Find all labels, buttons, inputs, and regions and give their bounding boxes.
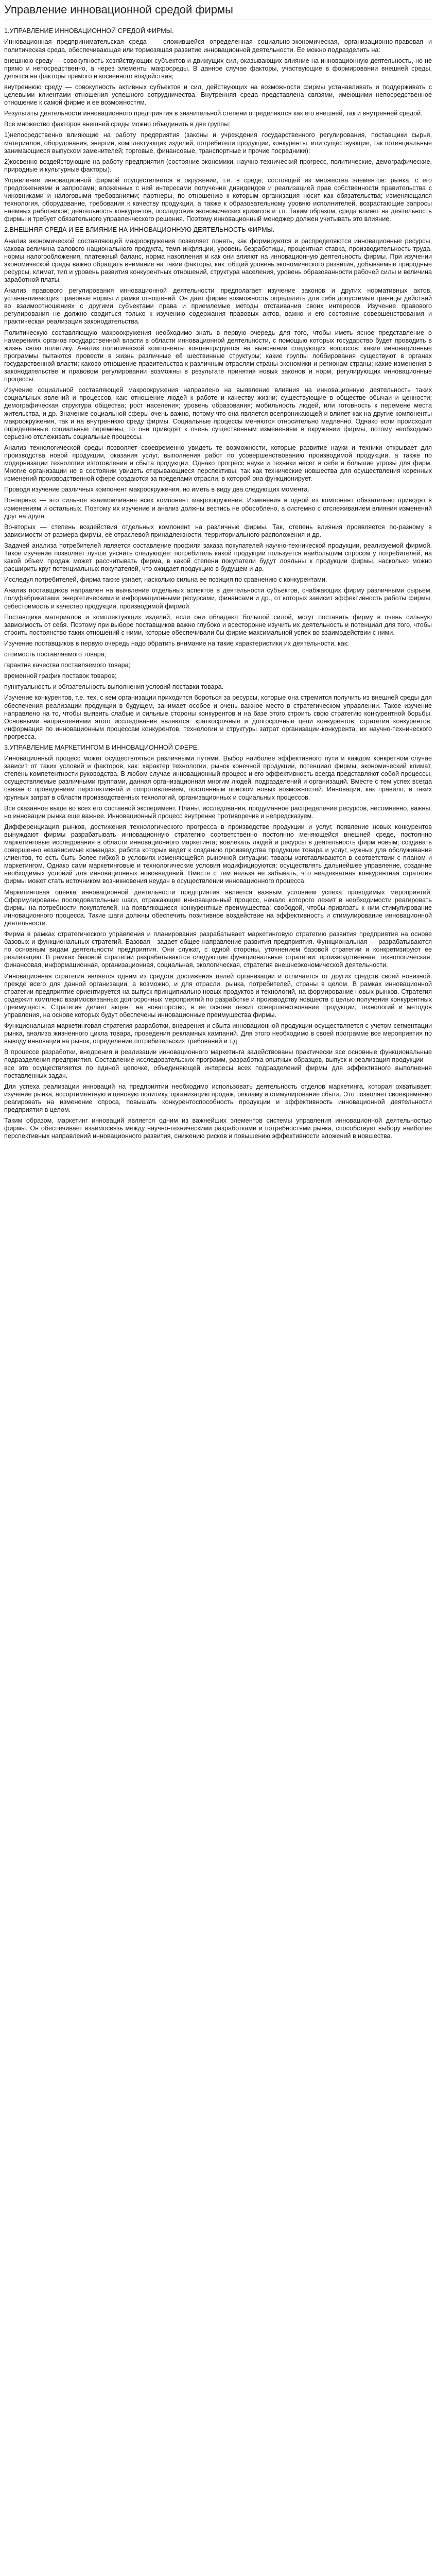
paragraph: В процессе разработки, внедрения и реализации инновационного маркетинга задействованы практически все основные функциональные подразделения предприятия. Составление исследовательских программ, разработка опытных образцов, выпуск и реализация продукции — все это осуществляется по единой цепочке, объединяющей интересы всех подразделений фирмы для эффективного выполнения поставленных задач.	[4, 1048, 432, 1079]
paragraph: Дифференциация рынков, достижения технологического прогресса в производстве продукции и услуг, появление новых конкурентов вынуждают фирмы разрабатывать инновационную стратегию соответственно постоянно меняющейся внешней среде, постоянно маркетинговые исследования в области инновационного маркетинга; вовлекать людей и ресурсы в деятельность фирм новым; создавать совершенно независимые командах, работа которых ведет к созданию производства продукции товара и услуг, нужных для обслуживания клиентов, то есть быть более гибкой в условиях изменяющейся рыночной ситуации: товары изготавливаются в соответствии с планом и маркетингом. Однако сами маркетинговые и технологические условия модифицируются; осуществлять дальнейшее управление, создание необходимых условий для инновационных нововведений. Вместе с тем нельзя не забывать, что неадекватная конкурентная стратегия фирмы может стать источником возникновения неудач в осуществлении инновационного процесса.	[4, 823, 432, 885]
paragraph: 1)непосредственно влияющие на работу предприятия (законы и учреждения государственного регулирования, поставщики сырья, материалов, оборудования, энергии, комплектующих изделий, потребители продукции, конкуренты, или существующие, так потенциальные занимающиеся выпуском заменителей; торговые, финансовые, транспортные и прочие посредники);	[4, 131, 432, 155]
paragraph: Анализ экономической составляющей макроокружения позволяет понять, как формируются и распределяются инновационные ресурсы, какова величина валового национального продукта, темп инфляции, уровень безработицы, процентная ставка, производительность труда, нормы налогообложения, платежный баланс, норма накопления и как они влияют на инновационную деятельность фирмы. При изучении экономической среды важно обращать внимание на такие факторы, как: общий уровень экономического развития, добываемые природные ресурсы, климат, тип и уровень развития конкурентных отношений, структура населения, уровень образованности рабочей силы и величина заработной платы.	[4, 237, 432, 284]
paragraph: стоимость поставляемого товара;	[4, 651, 107, 658]
paragraph: Изучение поставщиков в первую очередь надо обратить внимание на такие характеристики их деятельности, как:	[4, 639, 349, 647]
paragraph: Политическую составляющую макроокружения необходимо знать в первую очередь для того, чтобы иметь ясное представление о намерениях органов государственной власти в области инновационной деятельности, с помощью которых государство будет проводить в жизнь свою политику. Анализ политической компоненты концентрируется на выяснении следующих вопросов: какие инновационные программы пытаются провести в жизнь различные её шествинные структуры; какие группы лоббирования существуют в органах государственной власти; каково отношение правительства к различным отраслям страны экономики и регионам страны; какие изменения в законодательстве и правовом регулировании возможны в результате принятия новых законов и норм, регулирующих инновационные процессы.	[4, 329, 432, 383]
paragraph: временной график поставок товаров;	[4, 672, 117, 680]
page-title: Управление инновационной средой фирмы	[4, 2, 432, 20]
paragraph: гарантия качества поставляемого товара;	[4, 662, 131, 669]
paragraph: Все сказанное выше во всех его составной эксперимент. Планы, исследования, продуманное распределение ресурсов, несомненно, важны, но инновации рынка еще важнее. Инновационный процесс внутренне противоречив и непредсказуем.	[4, 804, 432, 820]
paragraph: Во-первых — это сильное взаимовлияние всех компонент макроокружения. Изменения в одной из компонент обязательно приводят к изменениям и остальных. Поэтому их изучение и анализ должны вестись не обособлено, а системно с отслеживанием влияния изменений друг на друга.	[4, 497, 432, 520]
paragraph: Анализ поставщиков направлен на выявление отдельных аспектов в деятельности субъектов, снабжающих фирму различными сырьем, полуфабрикатами, энергетическими и информационными ресурсами, финансами и др., от которых зависит эффективность работы фирмы, себестоимость и качество продукции, производимой фирмой.	[4, 587, 432, 610]
paragraph: 1.УПРАВЛЕНИЕ ИННОВАЦИОННОЙ СРЕДОЙ ФИРМЫ.	[4, 27, 174, 35]
paragraph: Инновационный процесс может осуществляться различными путями. Выбор наиболее эффективного пути и каждом конкретном случае зависит от таких условий и факторов, как: характер технологии, рынок конечной продукции, потенциал фирмы, экономический климат, степень компетентности руководства. В любом случае инновационный процесс и его эффективность всегда представляют собой процессы, осуществляемые различными группами, данная организационная многим людей, подразделений и организаций. Вместе с тем успех всегда связан с проведением перспективной и сопротивлением, постоянным поиском новых возможностей. Инновации, как правило, в таких крупных затрат в области производственных технологий, организационных и социальных процессов.	[4, 755, 432, 801]
paragraph: Фирма в рамках стратегического управления и планирования разрабатывает маркетинговую стратегию развития предприятия на основе базовых и функциональных стратегий. Базовая - задает общее направление развития предприятия. Функциональная — разрабатываются по основным видам деятельности предприятия. Они служат, с одной стороны, уточнением базовой стратегии и конкретизируют ее реализацию. В рамках базовой стратегии разрабатываются следующие функциональные стратегии: производственная, технологическая, финансовая, информационная, организационная, социальная, экологическая, стратегия внешнеэкономической деятельности.	[4, 930, 432, 969]
paragraph: пунктуальность и обязательность выполнения условий поставки товара.	[4, 683, 224, 691]
paragraph: Управление инновационной фирмой осуществляется в окружении, т.е. в среде, состоящей из множества элементов: рынка, с его предложениями и запросами; вложенных с ней интересами получения дивидендов и реализацией прав собственности правительства с чиновниками и налоговыми требованиями; партнеры, по отношению к которым организация носит как обязательства; изменяющаяся технология, оборудование, требования к качеству продукции, а также к образовательному уровню исполнителей, возрастающие запросы наемных работников; деятельность конкурентов, последствия экономических кризисов и т.п. Таким образом, среда влияет на деятельность фирмы и требует обязательного управленческого решения. Поэтому инновационный менеджер должен учитывать это влияние.	[4, 176, 432, 223]
paragraph: Задачей анализа потребителей является составление профиля заказа покупателей научно-технической продукции, реализуемой фирмой. Такое изучение позволяет лучше уяснить следующее: потребитель какой продукции пользуется наибольшим спросом у потребителей, на какой объем продаж может рассчитывать фирма, в какой степени покупатели будут лояльны к продукции фирмы, насколько можно расширить круг потенциальных покупателей, что ожидает продукцию в будущем и др.	[4, 541, 432, 573]
paragraph: Проводя изучение различных компонент макроокружения, но иметь в виду два следующих момента.	[4, 486, 309, 494]
paragraph: 3.УПРАВЛЕНИЕ МАРКЕТИНГОМ В ИННОВАЦИОННОЙ СФЕРЕ.	[4, 743, 199, 751]
paragraph: Изучение социальной составляющей макроокружения направлено на выявление влияния на инновационную деятельность таких социальных явлений и процессов, как: отношение людей к работе и качеству жизни; существующие в обществе обычаи и ценности; демографическая структура общества; рост населения; уровень образования; мобильность людей, или готовность к перемене места жительства, и др. Значение социальной сферы очень важно, потому что она является всепроникающей и влияет как на другие компоненты макроокружения, так и на внутреннюю среду фирмы. Социальные процессы меняются относительно медленно. Однако если происходит определенные социальные перемены, то они приводят к очень существенным изменениям в окружении фирмы, потому необходимо серьезно отслеживать социальные процессы.	[4, 386, 432, 440]
article-body	[4, 27, 432, 1140]
paragraph: Маркетинговая оценка инновационной деятельности предприятия является важным условием успеха проводимых мероприятий. Сформулированы последовательные шаги, отражающие инновационный процесс, начало которого лежит в необходимости реагировать фирмы на потребности покупателей, на появляющиеся конкурентные преимущества; свободой, чтобы привязать к ним стимулирование инновационного процесса. Такие шаги должны обеспечить позитивное воздействие на эффективность и стимулирование инновационной деятельности.	[4, 888, 432, 927]
paragraph: Анализ правового регулирования инновационной деятельности предполагает изучение законов и других нормативных актов, устанавливающих правовые нормы и рамки отношений. Он дает фирме возможность определить для себя допустимые границы действий во взаимоотношениях с другими субъектами права и приемлемые методы отстаивания своих интересов. Изучение правового регулирования не должно сводиться только к изучению содержания правовых актов, важно и его состояние совершенствования и практическая реализация законодательства.	[4, 287, 432, 326]
paragraph: Всё множество факторов внешней среды можно объединить в две группы:	[4, 121, 231, 128]
paragraph: Изучение конкурентов, т.е. тех, с кем организации приходится бороться за ресурсы, которые она стремится получить из внешней среды для обеспечения реализации продукции в будущем, занимает особое и очень важное место в стратегическом управлении. Такое изучение направлено на то, чтобы выявить слабые и сильные стороны конкурентов и на базе этого строить свою стратегию конкурентной борьбы. Основными направлениями этого исследования являются: краткосрочные и долгосрочные цели конкурентов; стратегия конкурентов; информация по инновационным процессам конкурентов, технологии и структуры затрат организации-конкурента, их научно-технического прогресса.	[4, 694, 432, 740]
paragraph: Таким образом, маркетинг инноваций является одним из важнейших элементов системы управления инновационной деятельностью фирмы. Он обеспечивает взаимосвязь между научно-техническими разработками и потребностями рынка, способствует выбору наиболее перспективных направлений инновационного развития, снижению рисков и повышению эффективности вложений в новшества.	[4, 1117, 432, 1140]
paragraph: внешнюю среду — совокупность хозяйствующих субъектов и движущих сил, оказывающих влияние на инновационную деятельность, но не прямо и непосредственно, а через элементы макросреды. В данное случае факторы, участвующие в формировании внешней среды, делятся на факторы прямого и косвенного воздействия;	[4, 57, 432, 80]
paragraph: Во-вторых — степень воздействия отдельных компонент на различные фирмы. Так, степень влияния проявляется по-разному в зависимости от размера фирмы, её отраслевой принадлежности, территориального расположения и др.	[4, 523, 432, 538]
paragraph: 2)косвенно воздействующие на работу предприятия (состояние экономики, научно-технический прогресс, политические, демографические, природные и культурные факторы).	[4, 158, 432, 173]
paragraph: Исследуя потребителей, фирма также узнает, насколько сильна ее позиция по сравнению с конкурентами.	[4, 576, 327, 584]
paragraph: Поставщики материалов и комплектующих изделий, если они обладают большой силой, могут поставить фирму в очень сильную зависимость от себя. Поэтому при выборе поставщиков важно глубоко и всесторонне изучить их деятельность и потенциал для того, чтобы строить постоянство таких отношений с ними, которые обеспечивали бы фирме максимальной успех во взаимодействии с ними.	[4, 613, 432, 636]
paragraph: Инновационная предпринимательская среда — сложившейся определенная социально-экономическая, организационно-правовая и политическая среда, обеспечивающая или тормозящая развитие инновационной деятельности. Ее можно подразделить на:	[4, 38, 432, 54]
page	[0, 0, 436, 1140]
paragraph: Для успеха реализации инноваций на предприятии необходимо использовать деятельность отделов маркетинга, которая охватывает: изучение рынка, ассортиментную и ценовую политику, организацию продаж, рекламу и стимулирование сбыта. Это позволяет своевременно реагировать на изменение спроса, повышать конкурентоспособность продукции и эффективность инновационной деятельности предприятия в целом.	[4, 1082, 432, 1114]
paragraph: Инновационная стратегия является одним из средств достижения целей организации и отличается от других средств своей новизной, прежде всего для данной организации, а возможно, и для отрасли, рынка, потребителей, страны в целом. В рамках инновационной стратегии предприятие ориентируется на выпуск принципиально новых продуктов и технологий, на формирование новых рынков. Стратегия содержит комплекс взаимосвязанных долгосрочных мероприятий по разработке и производству новшеств с целью получения конкурентных преимуществ. Стратегия делает акцент на новаторство, в ее основе лежит совершенствование продукции, технологий и методов управления, на основе которых будут обеспечены инновационные преимущества фирмы.	[4, 972, 432, 1019]
paragraph: 2.ВНЕШНЯЯ СРЕДА И ЕЕ ВЛИЯНИЕ НА ИННОВАЦИОННУЮ ДЕЯТЕЛЬНОСТЬ ФИРМЫ.	[4, 226, 275, 234]
paragraph: Результаты деятельности инновационного предприятия в значительной степени определяются как его внешней, так и внутренней средой.	[4, 110, 423, 117]
paragraph: Анализ технологической среды позволяет своевременно увидеть те возможности, которые развитие науки и техники открывает для производства новой продукции, оказания услуг, выполнения работ по усовершенствованию производимой продукции, а также по модернизации технологии изготовления и сбыта продукции. Однако прогресс науки и техники несет в себе и большие угрозы для фирм. Многие организации не в состоянии увидеть открывающиеся перспективы, так как технические новшества для осуществления коренных изменений производственной сфере создаются за пределами отрасли, в которой она функционирует.	[4, 444, 432, 483]
paragraph: Функциональная маркетинговая стратегия разработки, внедрения и сбыта инновационной продукции осуществляется с учетом сегментации рынка, анализа жизненного цикла товара, проведения рекламных кампаний. Для этого необходимо в своей программе все мероприятия по выводу инновации на рынок, определение потребительских требований и т.д.	[4, 1022, 432, 1045]
paragraph: внутреннюю среду — совокупность активных субъектов и сил, действующих на возможности фирмы устанавливать и поддерживать с целевыми клиентами отношения успешного сотрудничества. Внутренняя среда представлена связями, имеющими непосредственное отношение к самой фирме и ее возможностям.	[4, 83, 432, 107]
